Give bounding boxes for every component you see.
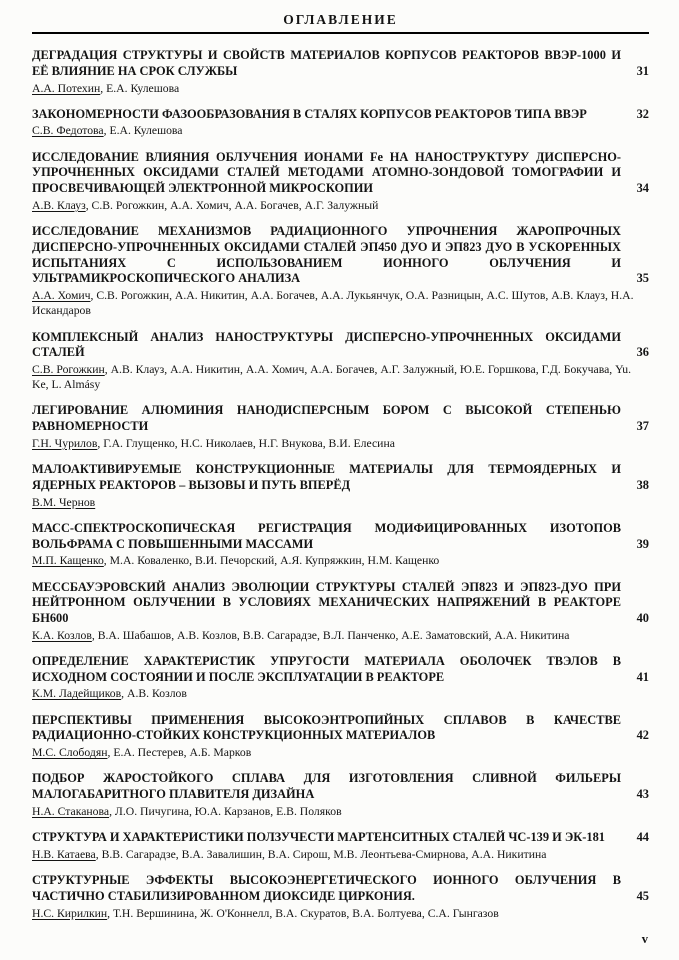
entry-other-authors: , С.В. Рогожкин, А.А. Никитин, А.А. Богачев, А.А. Лукьянчук, О.А. Разницын, А.С. Шутов, А.В. Клауз, Н.А. Искандаров bbox=[32, 289, 634, 318]
entry-first-author: А.А. Потехин bbox=[32, 81, 101, 95]
entry-page-number: 44 bbox=[636, 830, 649, 845]
entry-title: СТРУКТУРА И ХАРАКТЕРИСТИКИ ПОЛЗУЧЕСТИ МАРТЕНСИТНЫХ СТАЛЕЙ ЧС-139 И ЭК-181 bbox=[32, 830, 606, 845]
entry-title-row bbox=[32, 521, 649, 553]
entry-first-author: А.А. Хомич bbox=[32, 289, 91, 303]
entry-first-author: С.В. Рогожкин bbox=[32, 363, 105, 377]
entry-authors bbox=[32, 804, 649, 819]
entry-title-row bbox=[32, 150, 649, 197]
entry-title: КОМПЛЕКСНЫЙ АНАЛИЗ НАНОСТРУКТУРЫ ДИСПЕРСНО-УПРОЧНЕННЫХ ОКСИДАМИ СТАЛЕЙ bbox=[32, 329, 621, 360]
entry-page-number: 38 bbox=[636, 477, 649, 492]
entry-title: ИССЛЕДОВАНИЕ ВЛИЯНИЯ ОБЛУЧЕНИЯ ИОНАМИ Fe НА НАНОСТРУКТУРУ ДИСПЕРСНО-УПРОЧНЕННЫХ ОКСИДАМИ СТАЛЕЙ МЕТОДАМИ АТОМНО-ЗОНДОВОЙ ТОМОГРАФИИ И ПРОСВЕЧИВАЮЩЕЙ ЭЛЕКТРОННОЙ МИКРОСКОПИИ bbox=[32, 149, 621, 196]
entry-other-authors: , Г.А. Глущенко, Н.С. Николаев, Н.Г. Внукова, В.И. Елесина bbox=[97, 436, 395, 450]
entry-title-row bbox=[32, 224, 649, 287]
entry-page-number: 32 bbox=[636, 106, 649, 121]
entry-authors bbox=[32, 288, 649, 318]
toc-entry bbox=[32, 107, 649, 139]
entry-title: СТРУКТУРНЫЕ ЭФФЕКТЫ ВЫСОКОЭНЕРГЕТИЧЕСКОГО ИОННОГО ОБЛУЧЕНИЯ В ЧАСТИЧНО СТАБИЛИЗИРОВАННОМ ДИОКСИДЕ ЦИРКОНИЯ. bbox=[32, 873, 621, 903]
entry-first-author: М.С. Слободян bbox=[32, 746, 108, 760]
entry-authors bbox=[32, 436, 649, 451]
toc-entry bbox=[32, 580, 649, 643]
entry-authors bbox=[32, 686, 649, 701]
entry-authors bbox=[32, 906, 649, 921]
entry-title-row bbox=[32, 830, 649, 846]
entry-other-authors: , Т.Н. Вершинина, Ж. О'Коннелл, В.А. Скуратов, В.А. Болтуева, С.А. Гынгазов bbox=[107, 906, 499, 920]
entry-page-number: 36 bbox=[636, 345, 649, 360]
toc-entry bbox=[32, 521, 649, 569]
entry-authors bbox=[32, 123, 649, 138]
entry-title-row bbox=[32, 873, 649, 905]
entry-authors bbox=[32, 495, 649, 510]
entry-title: ИССЛЕДОВАНИЕ МЕХАНИЗМОВ РАДИАЦИОННОГО УПРОЧНЕНИЯ ЖАРОПРОЧНЫХ ДИСПЕРСНО-УПРОЧНЕННЫХ ОКСИДАМИ СТАЛЕЙ ЭП450 ДУО И ЭП823 ДУО В УСКОРЕННЫХ ИСПЫТАНИЯХ С ИСПОЛЬЗОВАНИЕМ ИОННОГО ОБЛУЧЕНИЯ И УЛЬТРАМИКРОСКОПИЧЕСКОГО АНАЛИЗА bbox=[32, 224, 621, 286]
entry-page-number: 31 bbox=[636, 63, 649, 78]
toc-entry bbox=[32, 873, 649, 921]
entry-first-author: В.М. Чернов bbox=[32, 495, 96, 509]
entry-title-row bbox=[32, 654, 649, 686]
folio-page-number: v bbox=[641, 932, 648, 946]
entry-page-number: 39 bbox=[636, 536, 649, 551]
entry-other-authors: , Е.А. Пестерев, А.Б. Марков bbox=[107, 746, 252, 760]
entry-title-row bbox=[32, 48, 649, 80]
entry-page-number: 45 bbox=[636, 888, 649, 903]
entry-page-number: 40 bbox=[636, 611, 649, 626]
entry-title: ЛЕГИРОВАНИЕ АЛЮМИНИЯ НАНОДИСПЕРСНЫМ БОРОМ С ВЫСОКОЙ СТЕПЕНЬЮ РАВНОМЕРНОСТИ bbox=[32, 403, 621, 434]
entry-first-author: Н.В. Катаева bbox=[32, 847, 96, 861]
entry-authors bbox=[32, 847, 649, 862]
entry-title: МАЛОАКТИВИРУЕМЫЕ КОНСТРУКЦИОННЫЕ МАТЕРИАЛЫ ДЛЯ ТЕРМОЯДЕРНЫХ И ЯДЕРНЫХ РЕАКТОРОВ – ВЫЗОВЫ И ПУТЬ ВПЕРЁД bbox=[32, 462, 621, 492]
entry-authors bbox=[32, 553, 649, 568]
entry-title-row bbox=[32, 580, 649, 627]
entry-page-number: 34 bbox=[636, 181, 649, 196]
entry-first-author: Г.Н. Чурилов bbox=[32, 436, 98, 450]
entry-title: ПОДБОР ЖАРОСТОЙКОГО СПЛАВА ДЛЯ ИЗГОТОВЛЕНИЯ СЛИВНОЙ ФИЛЬЕРЫ МАЛОГАБАРИТНОГО ПЛАВИТЕЛЯ ДИЗАЙНА bbox=[32, 771, 621, 802]
entry-other-authors: , В.А. Шабашов, А.В. Козлов, В.В. Сагарадзе, В.Л. Панченко, А.Е. Заматовский, А.А. Никитина bbox=[91, 628, 570, 642]
entry-title: ПЕРСПЕКТИВЫ ПРИМЕНЕНИЯ ВЫСОКОЭНТРОПИЙНЫХ СПЛАВОВ В КАЧЕСТВЕ РАДИАЦИОННО-СТОЙКИХ КОНСТРУКЦИОННЫХ МАТЕРИАЛОВ bbox=[32, 712, 621, 743]
entry-title-row bbox=[32, 713, 649, 745]
toc-entry bbox=[32, 713, 649, 761]
entry-other-authors: , В.В. Сагарадзе, В.А. Завалишин, В.А. Сирош, М.В. Леонтьева-Смирнова, А.А. Никитина bbox=[95, 847, 547, 861]
entry-page-number: 35 bbox=[636, 271, 649, 286]
toc-entry bbox=[32, 830, 649, 862]
entry-page-number: 41 bbox=[636, 669, 649, 684]
entry-title-row bbox=[32, 462, 649, 494]
entry-title-row bbox=[32, 771, 649, 803]
entry-first-author: С.В. Федотова bbox=[32, 124, 104, 138]
entry-first-author: А.В. Клауз bbox=[32, 198, 86, 212]
entry-title: ЗАКОНОМЕРНОСТИ ФАЗООБРАЗОВАНИЯ В СТАЛЯХ КОРПУСОВ РЕАКТОРОВ ТИПА ВВЭР bbox=[32, 106, 587, 121]
entry-authors bbox=[32, 362, 649, 392]
toc-entry bbox=[32, 330, 649, 393]
entry-other-authors: , А.В. Козлов bbox=[121, 687, 187, 701]
toc-entry bbox=[32, 48, 649, 96]
entry-authors bbox=[32, 745, 649, 760]
entry-page-number: 43 bbox=[636, 787, 649, 802]
entry-first-author: Н.С. Кирилкин bbox=[32, 906, 108, 920]
entry-other-authors: , Е.А. Кулешова bbox=[103, 124, 183, 138]
entry-first-author: К.А. Козлов bbox=[32, 628, 92, 642]
toc-entry bbox=[32, 462, 649, 510]
entry-authors bbox=[32, 81, 649, 96]
entry-other-authors: , Л.О. Пичугина, Ю.А. Карзанов, Е.В. Поляков bbox=[109, 804, 342, 818]
toc-entry bbox=[32, 654, 649, 702]
entry-page-number: 42 bbox=[636, 728, 649, 743]
page-title: ОГЛАВЛЕНИЕ bbox=[283, 12, 398, 27]
toc-entries bbox=[32, 48, 649, 921]
entry-title: МЕССБАУЭРОВСКИЙ АНАЛИЗ ЭВОЛЮЦИИ СТРУКТУРЫ СТАЛЕЙ ЭП823 И ЭП823-ДУО ПРИ НЕЙТРОННОМ ОБЛУЧЕНИИ В УСЛОВИЯХ МЕХАНИЧЕСКИХ НАПРЯЖЕНИЙ В РЕАКТОРЕ БН600 bbox=[32, 579, 621, 626]
entry-other-authors: , А.В. Клауз, А.А. Никитин, А.А. Хомич, А.А. Богачев, А.Г. Залужный, Ю.Е. Горшкова, Г.Д. Бокучава, Yu. Ke, L. Almásy bbox=[32, 363, 632, 392]
entry-first-author: К.М. Ладейщиков bbox=[32, 687, 122, 701]
entry-title-row bbox=[32, 330, 649, 362]
toc-entry bbox=[32, 403, 649, 451]
entry-title-row bbox=[32, 107, 649, 123]
entry-page-number: 37 bbox=[636, 419, 649, 434]
entry-first-author: Н.А. Стаканова bbox=[32, 804, 110, 818]
header-rule bbox=[32, 32, 649, 34]
toc-entry bbox=[32, 150, 649, 213]
entry-other-authors: , Е.А. Кулешова bbox=[100, 81, 180, 95]
entry-title: МАСС-СПЕКТРОСКОПИЧЕСКАЯ РЕГИСТРАЦИЯ МОДИФИЦИРОВАННЫХ ИЗОТОПОВ ВОЛЬФРАМА С ПОВЫШЕННЫМИ МАССАМИ bbox=[32, 520, 621, 551]
toc-entry bbox=[32, 224, 649, 318]
entry-first-author: М.П. Кащенко bbox=[32, 554, 104, 568]
entry-other-authors: , М.А. Коваленко, В.И. Печорский, А.Я. Купряжкин, Н.М. Кащенко bbox=[103, 554, 440, 568]
entry-title-row bbox=[32, 403, 649, 435]
entry-title: ОПРЕДЕЛЕНИЕ ХАРАКТЕРИСТИК УПРУГОСТИ МАТЕРИАЛА ОБОЛОЧЕК ТВЭЛОВ В ИСХОДНОМ СОСТОЯНИИ И ПОСЛЕ ЭКСПЛУАТАЦИИ В РЕАКТОРЕ bbox=[32, 653, 621, 684]
entry-other-authors: , С.В. Рогожкин, А.А. Хомич, А.А. Богачев, А.Г. Залужный bbox=[85, 198, 379, 212]
toc-entry bbox=[32, 771, 649, 819]
entry-authors bbox=[32, 628, 649, 643]
entry-authors bbox=[32, 198, 649, 213]
entry-title: ДЕГРАДАЦИЯ СТРУКТУРЫ И СВОЙСТВ МАТЕРИАЛОВ КОРПУСОВ РЕАКТОРОВ ВВЭР-1000 И ЕЁ ВЛИЯНИЕ НА СРОК СЛУЖБЫ bbox=[32, 48, 621, 78]
